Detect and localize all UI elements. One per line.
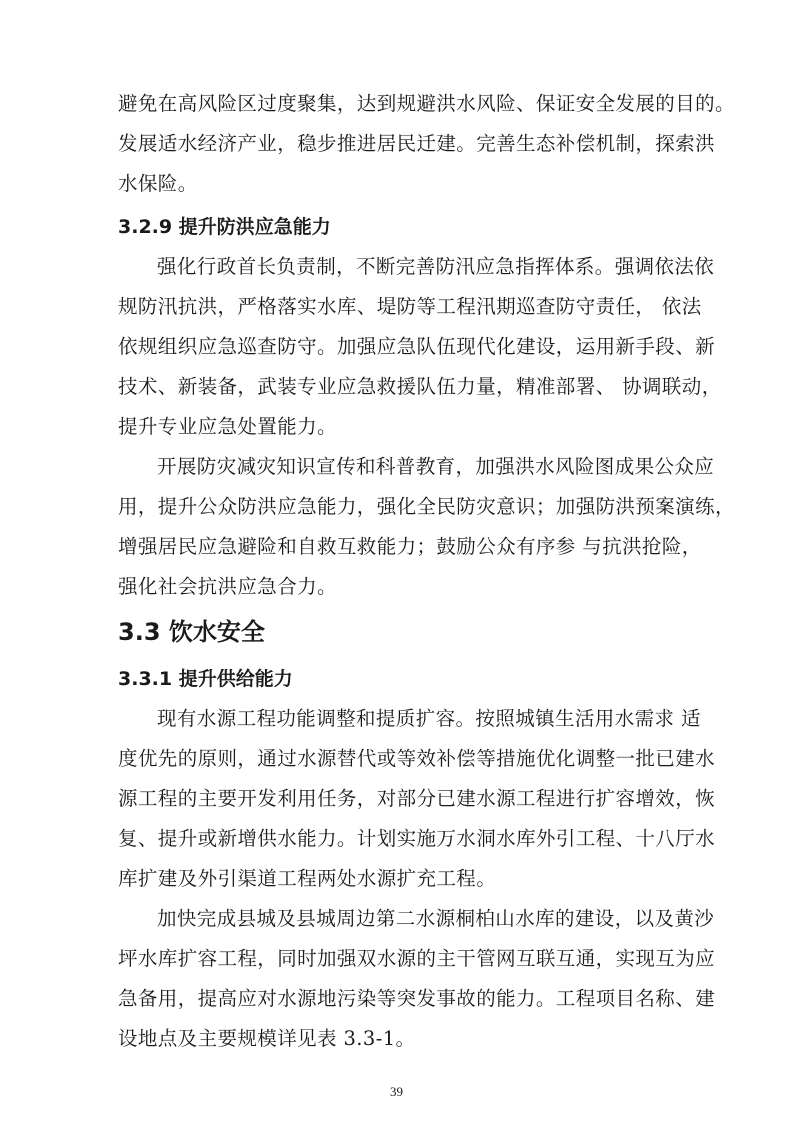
text-line: 发展适水经济产业，稳步推进居民迁建。完善生态补偿机制，探索洪	[118, 132, 716, 155]
text-line: 用，提升公众防洪应急能力，强化全民防灾意识；加强防洪预案演练，	[118, 495, 735, 518]
text-line: 技术、新装备，武装专业应急救援队伍力量，精准部署、 协调联动，	[118, 375, 722, 398]
text-line: 强化社会抗洪应急合力。	[118, 575, 337, 598]
text-line: 坪水库扩容工程，同时加强双水源的主干管网互联互通，实现互为应	[118, 947, 716, 970]
text-line: 提升专业应急处置能力。	[118, 415, 337, 438]
text-line: 设地点及主要规模详见表 3.3-1。	[118, 1027, 416, 1050]
text-line: 度优先的原则，通过水源替代或等效补偿等措施优化调整一批已建水	[118, 747, 716, 770]
page-number: 39	[390, 1084, 403, 1099]
text-line: 依规组织应急巡查防守。加强应急队伍现代化建设，运用新手段、新	[118, 335, 716, 358]
text-line: 源工程的主要开发利用任务，对部分已建水源工程进行扩容增效，恢	[118, 787, 716, 810]
text-line: 增强居民应急避险和自救互救能力；鼓励公众有序参 与抗洪抢险，	[118, 535, 702, 558]
section-heading-3-3-1: 3.3.1 提升供给能力	[118, 668, 293, 690]
text-line: 规防汛抗洪，严格落实水库、堤防等工程汛期巡查防守责任， 依法	[118, 295, 702, 318]
text-line: 现有水源工程功能调整和提质扩容。按照城镇生活用水需求 适	[157, 707, 701, 730]
text-line: 开展防灾减灾知识宣传和科普教育，加强洪水风险图成果公众应	[157, 455, 715, 478]
text-line: 避免在高风险区过度聚集，达到规避洪水风险、保证安全发展的目的。	[118, 92, 735, 115]
text-line: 加快完成县城及县城周边第二水源桐柏山水库的建设，以及黄沙	[157, 907, 715, 930]
text-line: 复、提升或新增供水能力。计划实施万水洞水库外引工程、十八厅水	[118, 827, 716, 850]
text-line: 急备用，提高应对水源地污染等突发事故的能力。工程项目名称、建	[118, 987, 716, 1010]
text-line: 库扩建及外引渠道工程两处水源扩充工程。	[118, 867, 497, 890]
section-heading-3-2-9: 3.2.9 提升防洪应急能力	[118, 216, 331, 238]
text-line: 强化行政首长负责制，不断完善防汛应急指挥体系。强调依法依	[157, 255, 715, 278]
section-heading-3-3: 3.3 饮水安全	[118, 618, 265, 646]
text-line: 水保险。	[118, 172, 198, 195]
